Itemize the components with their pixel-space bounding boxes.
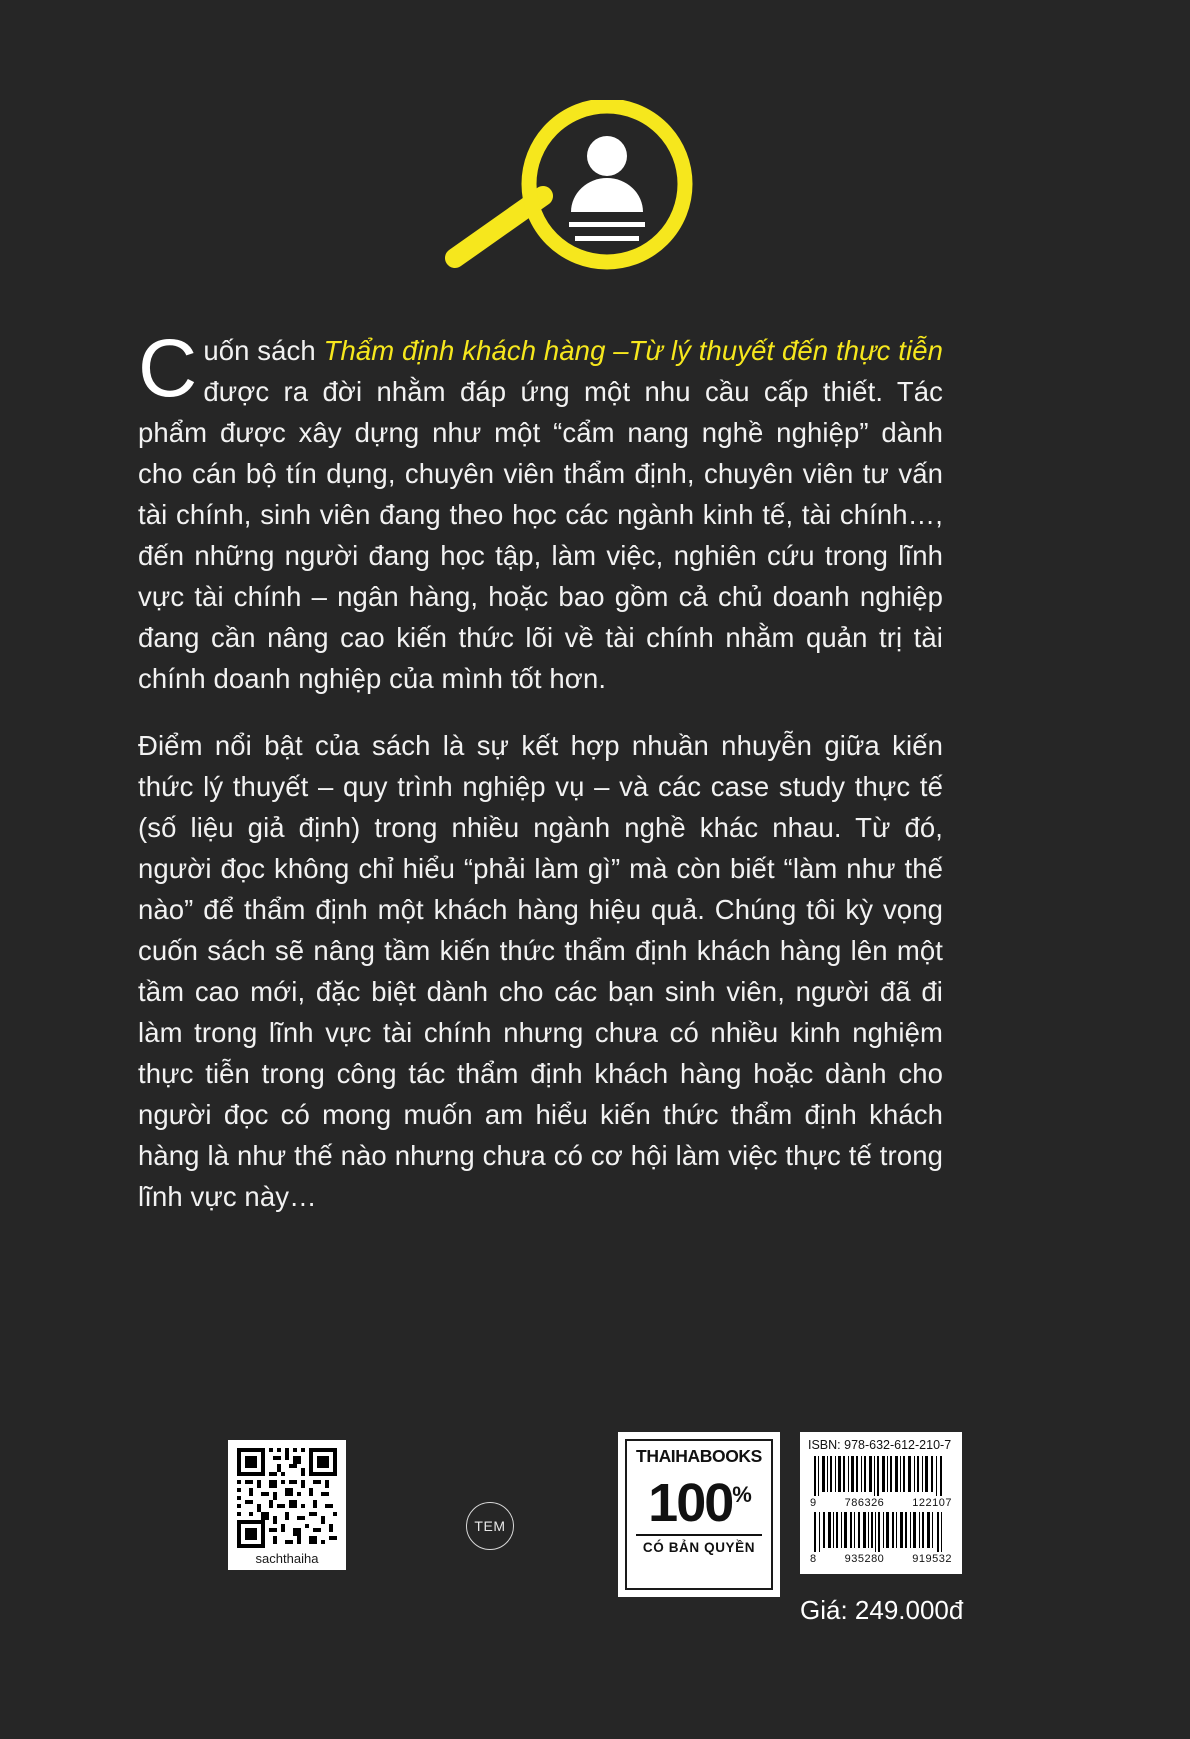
isbn-text: ISBN: 978-632-612-210-7 bbox=[808, 1438, 952, 1452]
tem-label: TEM bbox=[474, 1518, 506, 1534]
barcode-top-digits-right: 122107 bbox=[912, 1497, 952, 1509]
barcode-top-icon bbox=[808, 1456, 954, 1496]
seal-percent: % bbox=[732, 1482, 750, 1507]
qr-caption: sachthaiha bbox=[255, 1551, 319, 1566]
footer-row bbox=[0, 1440, 1190, 1630]
barcode-block bbox=[800, 1432, 962, 1574]
barcode-top-digits-left: 786326 bbox=[844, 1497, 885, 1509]
barcode-top-digits bbox=[808, 1496, 954, 1512]
magnifying-glass-person-icon bbox=[435, 100, 755, 300]
seal-subtitle: CÓ BẢN QUYỀN bbox=[636, 1534, 763, 1555]
blurb-lead: uốn sách bbox=[203, 335, 324, 366]
blurb-rest: được ra đời nhằm đáp ứng một nhu cầu cấp thiết. Tác phẩm được xây dựng như một “cẩm nang nghề nghiệp” dành cho cán bộ tín dụng, chuyên viên thẩm định, chuyên viên tư vấn tài chính, sinh viên đang theo học các ngành kinh tế, tài chính…, đến những người đang học tập, làm việc, nghiên cứu trong lĩnh vực tài chính – ngân hàng, hoặc bao gồm cả chủ doanh nghiệp đang cần nâng cao kiến thức lõi về tài chính nhằm quản trị tài chính doanh nghiệp của mình tốt hơn. bbox=[138, 376, 943, 694]
blurb-text bbox=[138, 323, 943, 1217]
barcode-bottom-digits-right: 919532 bbox=[912, 1553, 952, 1565]
qr-code-icon bbox=[237, 1448, 337, 1548]
barcode-bottom-digits bbox=[808, 1552, 954, 1568]
blurb-paragraph-1 bbox=[138, 323, 943, 699]
logo-container bbox=[0, 100, 1190, 310]
barcode-bottom-icon bbox=[808, 1512, 954, 1552]
barcode-top-left-digit: 9 bbox=[810, 1497, 817, 1509]
book-title-inline: Thẩm định khách hàng –Từ lý thuyết đến thực tiễn bbox=[323, 335, 943, 366]
qr-code-block[interactable] bbox=[228, 1440, 346, 1570]
drop-cap: C bbox=[138, 323, 198, 414]
copyright-seal bbox=[618, 1432, 780, 1597]
tem-stamp bbox=[466, 1502, 514, 1550]
price-label: Giá: 249.000đ bbox=[800, 1595, 964, 1625]
barcode-bottom-left-digit: 8 bbox=[810, 1553, 817, 1565]
barcode-bottom-digits-left: 935280 bbox=[844, 1553, 885, 1565]
seal-number: 100 bbox=[648, 1473, 733, 1533]
blurb-paragraph-2: Điểm nổi bật của sách là sự kết hợp nhuần nhuyễn giữa kiến thức lý thuyết – quy trình nghiệp vụ – và các case study thực tế (số liệu giả định) trong nhiều ngành nghề khác nhau. Từ đó, người đọc không chỉ hiểu “phải làm gì” mà còn biết “làm như thế nào” để thẩm định một khách hàng hiệu quả. Chúng tôi kỳ vọng cuốn sách sẽ nâng tầm kiến thức thẩm định khách hàng lên một tầm cao mới, đặc biệt dành cho các bạn sinh viên, người đã đi làm trong lĩnh vực tài chính nhưng chưa có nhiều kinh nghiệm thực tiễn trong công tác thẩm định khách hàng hoặc dành cho người đọc có mong muốn am hiểu kiến thức thẩm định khách hàng là như thế nào nhưng chưa có cơ hội làm việc thực tế trong lĩnh vực này… bbox=[138, 730, 943, 1212]
seal-brand: THAIHABOOKS bbox=[636, 1446, 762, 1466]
